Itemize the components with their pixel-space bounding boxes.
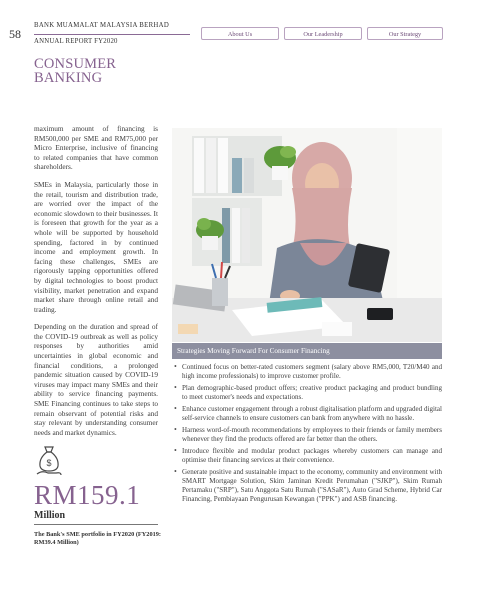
strategies-box — [172, 343, 442, 507]
page-number: 58 — [9, 27, 21, 41]
body-text — [34, 124, 158, 445]
highlight-divider — [34, 524, 158, 525]
bullet-icon: • — [174, 383, 177, 392]
strategy-item — [174, 425, 442, 444]
section-title-line1: CONSUMER — [34, 56, 117, 72]
strategies-title: Strategies Moving Forward For Consumer Financing — [172, 343, 442, 359]
woman-working-photo — [172, 128, 442, 342]
strategy-text: Harness word-of-mouth recommendations by employees to their friends or family members whenever they find the products offered are far better than the others. — [182, 426, 442, 443]
bullet-icon: • — [174, 446, 177, 455]
section-title-line2: BANKING — [34, 70, 103, 86]
strategy-item — [174, 383, 442, 402]
report-title: ANNUAL REPORT FY2020 — [34, 38, 118, 45]
section-title — [34, 57, 184, 85]
strategy-text: Plan demographic-based product offers; creative product packaging and product bundling to meet customer's needs and expectations. — [182, 384, 442, 401]
header-divider — [34, 34, 190, 35]
body-paragraph: maximum amount of financing is RM500,000 per SME and RM75,000 per Micro Enterprise, inclusive of financing to related companies that have common shareholders. — [34, 124, 158, 172]
strategy-text: Introduce flexible and modular product packages whereby customers can manage and optimise their financing services at their convenience. — [182, 447, 442, 464]
strategy-text: Generate positive and sustainable impact to the economy, community and environment with SMART Mortgage Solution, Skim Jaminan Kredit Perumahan ("SJKP"), Skim Rumah Pertamaku ("SRP"), Satu Anggota Satu Rumah ("SASaR"), Auto Grad Scheme, Hybrid Car Financing, Pembiayaan Pengurusan Kewangan ("PPK") and ASB financing. — [182, 468, 442, 503]
portfolio-amount: RM159.1 — [34, 480, 141, 510]
strategy-item — [174, 362, 442, 381]
bullet-icon: • — [174, 404, 177, 413]
nav-our-strategy-button[interactable]: Our Strategy — [367, 27, 443, 40]
strategies-list — [172, 363, 442, 504]
bullet-icon: • — [174, 425, 177, 434]
body-paragraph: SMEs in Malaysia, particularly those in the retail, tourism and distribution trade, are worried over the impact of the economic slowdown to their businesses. It is foreseen that growth for the year as a whole will be supported by household spending, factored in by continued income and employment growth. In facing these challenges, SMEs are rigorously tapping opportunities offered by digital technologies to boost product visibility, market penetration and expand market share through online retail and trading. — [34, 179, 158, 314]
money-bag-icon — [36, 444, 62, 478]
bullet-icon: • — [174, 362, 177, 371]
strategy-item — [174, 446, 442, 465]
nav-about-us-button[interactable]: About Us — [201, 27, 279, 40]
strategy-item — [174, 467, 442, 504]
strategy-text: Enhance customer engagement through a robust digitalisation platform and upgraded digital self-service channels to ensure customers can bank from anywhere with no hassle. — [182, 405, 442, 422]
bullet-icon: • — [174, 467, 177, 476]
portfolio-note: The Bank's SME portfolio in FY2020 (FY2019: RM39.4 Million) — [34, 531, 161, 546]
nav-our-leadership-button[interactable]: Our Leadership — [284, 27, 362, 40]
strategy-text: Continued focus on better-rated customers segment (salary above RM5,000, T20/M40 and high income professionals) to improve customer profile. — [182, 363, 442, 380]
portfolio-unit: Million — [34, 510, 66, 521]
company-name: BANK MUAMALAT MALAYSIA BERHAD — [34, 22, 170, 29]
body-paragraph: Depending on the duration and spread of the COVID-19 outbreak as well as policy responses by authorities amid uncertainties in global economic and financial conditions, a prolonged pandemic situation caused by COVID-19 viruses may impact many SMEs and their ability to service financing payments. SME Financing continues to take steps to remain observant of potential risks and stay relevant by understanding consumer needs and market dynamics. — [34, 322, 158, 437]
strategy-item — [174, 404, 442, 423]
svg-text:$: $ — [46, 458, 52, 468]
